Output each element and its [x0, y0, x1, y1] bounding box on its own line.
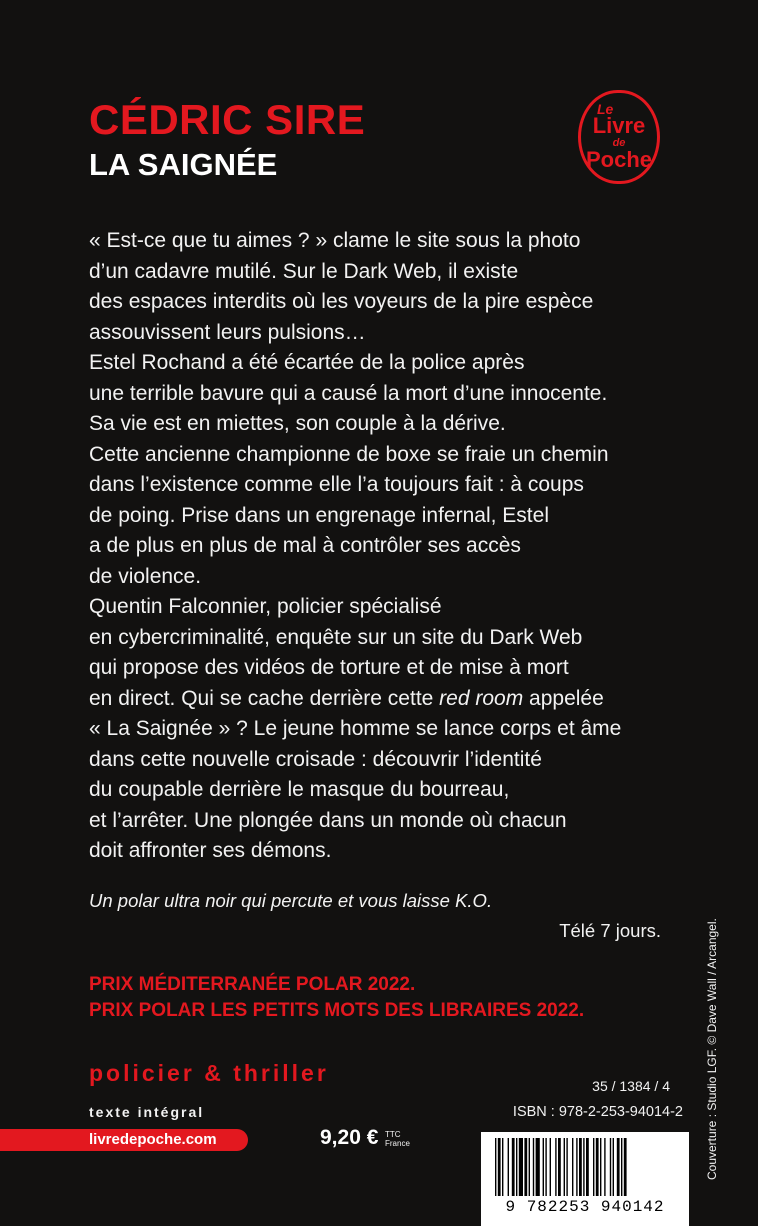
blurb-line: qui propose des vidéos de torture et de mise à mort	[89, 656, 569, 679]
blurb-line: Estel Rochand a été écartée de la police après	[89, 351, 525, 374]
author-name: CÉDRIC SIRE	[89, 96, 366, 143]
blurb-line: Cette ancienne championne de boxe se fraie un chemin	[89, 442, 609, 466]
blurb-line: « La Saignée » ? Le jeune homme se lance corps et âme	[89, 717, 622, 740]
logo-line-livre: Livre	[592, 113, 646, 138]
le-livre-de-poche-logo	[578, 90, 660, 184]
blurb-line: de poing. Prise dans un engrenage infernal, Estel	[89, 503, 549, 527]
edition-code: 35 / 1384 / 4	[592, 1078, 670, 1094]
blurb-line: assouvissent leurs pulsions…	[89, 320, 366, 344]
barcode	[481, 1132, 689, 1226]
logo-line-poche: Poche	[585, 147, 653, 172]
blurb-line: des espaces interdits où les voyeurs de la pire espèce	[89, 290, 594, 313]
website-link[interactable]: livredepoche.com	[89, 1131, 217, 1148]
blurb-line: de violence.	[89, 564, 202, 588]
barcode-digits: 9 782253 940142	[505, 1198, 665, 1216]
press-quote-source: Télé 7 jours.	[559, 920, 661, 941]
blurb-line: dans l’existence comme elle l’a toujours fait : à coups	[89, 473, 584, 496]
blurb-line: Quentin Falconnier, policier spécialisé	[89, 595, 442, 618]
integral-text-label: texte intégral	[89, 1104, 205, 1120]
isbn-number: ISBN : 978-2-253-94014-2	[512, 1104, 683, 1120]
blurb-line: une terrible bavure qui a causé la mort d’une innocente.	[89, 381, 608, 405]
genre-label: policier & thriller	[89, 1060, 329, 1086]
back-cover-blurb	[89, 226, 689, 867]
blurb-line: en cybercriminalité, enquête sur un site du Dark Web	[89, 625, 583, 649]
logo-line-de: de	[612, 137, 626, 149]
website-banner	[0, 1129, 248, 1151]
price: 9,20 €	[320, 1126, 379, 1149]
blurb-line: Sa vie est en miettes, son couple à la dérive.	[89, 412, 506, 435]
price-note-ttc: TTC	[385, 1130, 401, 1139]
prize-line: PRIX POLAR LES PETITS MOTS DES LIBRAIRES 2022.	[89, 1000, 585, 1021]
press-quote: Un polar ultra noir qui percute et vous laisse K.O.	[89, 890, 493, 911]
blurb-line: dans cette nouvelle croisade : découvrir l’identité	[89, 747, 542, 771]
blurb-line: « Est-ce que tu aimes ? » clame le site sous la photo	[89, 229, 581, 252]
blurb-line: d’un cadavre mutilé. Sur le Dark Web, il existe	[89, 259, 519, 283]
cover-credit: Couverture : Studio LGF. © Dave Wall / Arcangel.	[705, 918, 719, 1180]
blurb-line: en direct. Qui se cache derrière cette red room appelée	[89, 686, 604, 710]
price-note	[385, 1130, 410, 1148]
price-note-country: France	[385, 1139, 410, 1148]
blurb-line: et l’arrêter. Une plongée dans un monde où chacun	[89, 808, 567, 832]
logo-line-le: Le	[597, 101, 614, 117]
blurb-line: a de plus en plus de mal à contrôler ses accès	[89, 534, 521, 557]
blurb-line: du coupable derrière le masque du bourreau,	[89, 778, 510, 801]
blurb-line: doit affronter ses démons.	[89, 839, 332, 862]
book-title: LA SAIGNÉE	[89, 147, 278, 182]
prize-line: PRIX MÉDITERRANÉE POLAR 2022.	[89, 974, 416, 995]
